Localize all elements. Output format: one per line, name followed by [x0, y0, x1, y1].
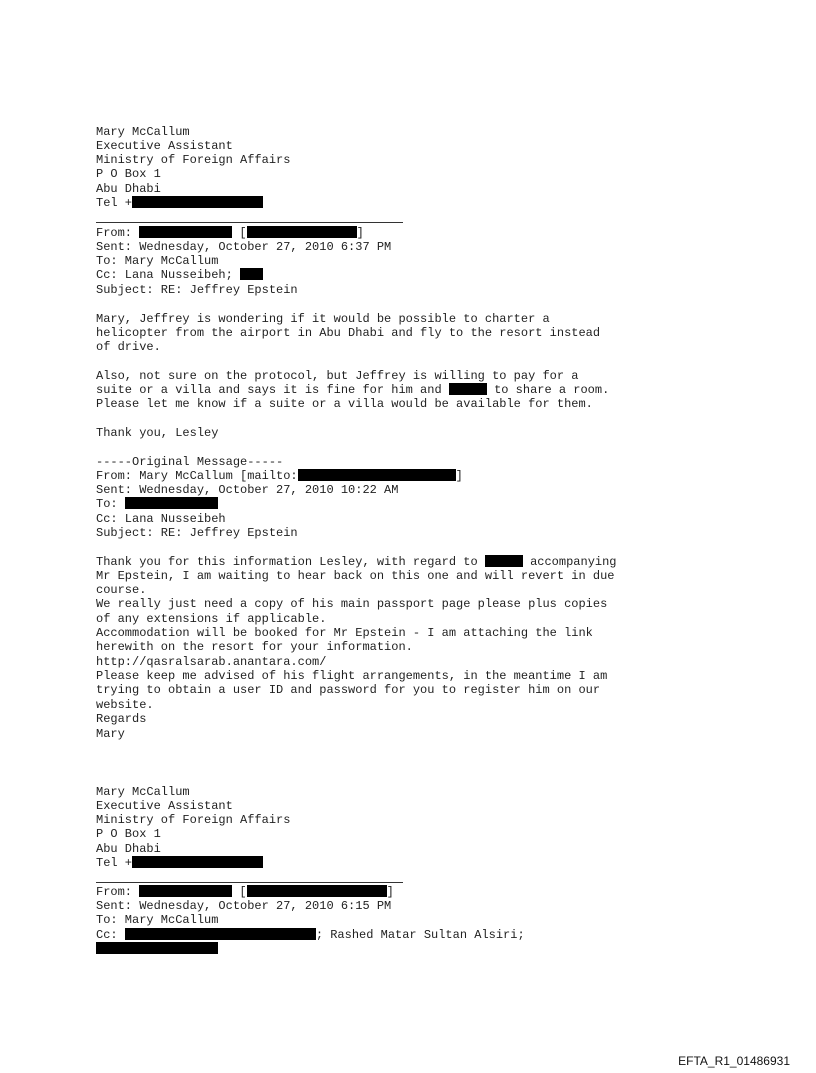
signature-tel [96, 196, 263, 210]
body-line: of any extensions if applicable. [96, 612, 327, 626]
signature-org: Ministry of Foreign Affairs [96, 153, 291, 167]
from-label: From: [96, 226, 133, 240]
body-text: Thank you for this information Lesley, with regard to [96, 555, 478, 569]
redaction-box [132, 196, 263, 208]
from-text: From: Mary McCallum [mailto: [96, 469, 298, 483]
email-to: To: Mary McCallum [96, 254, 219, 268]
redaction-box [125, 497, 218, 509]
separator-rule [96, 222, 403, 223]
body-text: to share a room. [494, 383, 610, 397]
from-suffix: ] [455, 469, 463, 483]
body-line: We really just need a copy of his main passport page please plus copies [96, 597, 608, 611]
body-link[interactable]: http://qasralsarab.anantara.com/ [96, 655, 327, 669]
body-line: Please let me know if a suite or a villa would be available for them. [96, 397, 593, 411]
body-line: Mr Epstein, I am waiting to hear back on this one and will revert in due [96, 569, 615, 583]
tel-label: Tel + [96, 856, 133, 870]
body-line: Also, not sure on the protocol, but Jeffrey is willing to pay for a [96, 369, 579, 383]
redaction-box [139, 226, 232, 238]
redaction-box [125, 928, 316, 940]
signature-pobox: P O Box 1 [96, 167, 161, 181]
email-to [96, 497, 218, 511]
cc-continuation [96, 942, 218, 956]
cc-text: ; Rashed Matar Sultan Alsiri; [315, 928, 525, 942]
body-line: Mary [96, 727, 125, 741]
email-cc: Cc: Lana Nusseibeh [96, 512, 226, 526]
signature-city: Abu Dhabi [96, 182, 161, 196]
redaction-box [132, 856, 263, 868]
from-label: From: [96, 885, 133, 899]
body-line: of drive. [96, 340, 161, 354]
email-cc [96, 928, 525, 942]
redaction-box [139, 885, 232, 897]
redaction-box [449, 383, 487, 395]
email-subject: Subject: RE: Jeffrey Epstein [96, 526, 298, 540]
signature-title: Executive Assistant [96, 139, 233, 153]
bates-number: EFTA_R1_01486931 [678, 1054, 790, 1068]
signature-name: Mary McCallum [96, 125, 190, 139]
body-line: Regards [96, 712, 147, 726]
redaction-box [247, 226, 357, 238]
email-sent: Sent: Wednesday, October 27, 2010 10:22 AM [96, 483, 399, 497]
redaction-box [96, 942, 218, 954]
email-from: From: [ ] [96, 226, 364, 240]
to-label: To: [96, 497, 118, 511]
email-to: To: Mary McCallum [96, 913, 219, 927]
signature-org: Ministry of Foreign Affairs [96, 813, 291, 827]
redaction-box [240, 268, 263, 280]
body-text: accompanying [530, 555, 617, 569]
body-line [96, 383, 609, 397]
redaction-box [485, 555, 523, 567]
email-from [96, 469, 463, 483]
email-closing: Thank you, Lesley [96, 426, 219, 440]
body-line: trying to obtain a user ID and password for you to register him on our [96, 683, 601, 697]
email-sent: Sent: Wednesday, October 27, 2010 6:15 PM [96, 899, 392, 913]
body-line: website. [96, 698, 154, 712]
body-line [96, 555, 617, 569]
body-line: Accommodation will be booked for Mr Epstein - I am attaching the link [96, 626, 593, 640]
signature-tel [96, 856, 263, 870]
email-sent: Sent: Wednesday, October 27, 2010 6:37 PM [96, 240, 392, 254]
body-text: suite or a villa and says it is fine for him and [96, 383, 442, 397]
signature-pobox: P O Box 1 [96, 827, 161, 841]
body-line: Mary, Jeffrey is wondering if it would be possible to charter a [96, 312, 550, 326]
cc-label: Cc: [96, 928, 118, 942]
body-line: course. [96, 583, 147, 597]
email-subject: Subject: RE: Jeffrey Epstein [96, 283, 298, 297]
signature-city: Abu Dhabi [96, 842, 161, 856]
tel-label: Tel + [96, 196, 133, 210]
cc-text: Cc: Lana Nusseibeh; [96, 268, 233, 282]
signature-title: Executive Assistant [96, 799, 233, 813]
redaction-box [298, 469, 456, 481]
body-line: herewith on the resort for your information. [96, 640, 413, 654]
signature-name: Mary McCallum [96, 785, 190, 799]
original-message-header: -----Original Message----- [96, 455, 284, 469]
separator-rule [96, 882, 403, 883]
body-line: helicopter from the airport in Abu Dhabi and fly to the resort instead [96, 326, 601, 340]
email-cc [96, 268, 263, 282]
email-from: From: [ ] [96, 885, 394, 899]
body-line: Please keep me advised of his flight arrangements, in the meantime I am [96, 669, 608, 683]
redaction-box [247, 885, 387, 897]
